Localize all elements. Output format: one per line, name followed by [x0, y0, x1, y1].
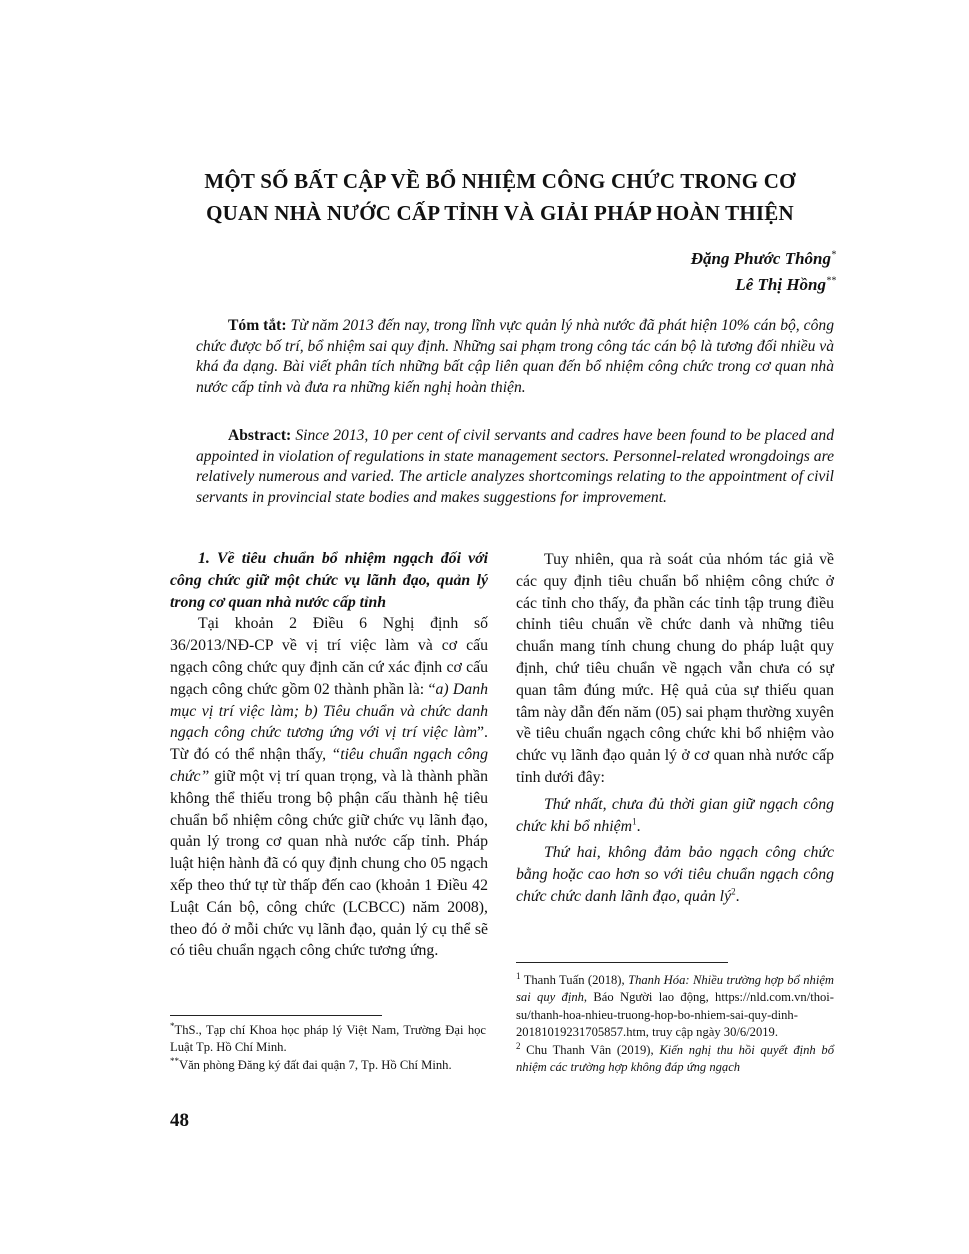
right-paragraph-3: Thứ hai, không đảm bảo ngạch công chức bằng hoặc cao hơn so với tiêu chuẩn ngạch công chức chức danh lãnh đạo, quản $lý^2$.: [516, 844, 834, 905]
footnotes-right: [516, 972, 834, 1076]
right-column: [516, 549, 834, 908]
title-line-2: QUAN NHÀ NƯỚC CẤP TỈNH VÀ GIẢI PHÁP HOÀN THIỆN: [206, 201, 794, 225]
right-paragraph-1: Tuy nhiên, qua rà soát của nhóm tác giả về các quy định tiêu chuẩn bổ nhiệm công chức ở các tỉnh cho thấy, đa phần các tỉnh tập trung điều chỉnh tiêu chuẩn về chức danh và những tiêu chuẩn mang tính chung chung do pháp luật quy định, chứ tiêu chuẩn về ngạch vẫn chưa có sự quan tâm đúng mức. Hệ quả của sự thiếu quan tâm này dẫn đến năm (05) sai phạm thường xuyên về tiêu chuẩn ngạch công chức khi bổ nhiệm vào chức vụ lãnh đạo quản lý ở cơ quan nhà nước cấp tỉnh dưới đây:: [516, 551, 834, 786]
abstract-en-text: Since 2013, 10 per cent of civil servants and cadres have been found to be placed and appointed in violation of regulations in state management sectors. Personnel-related wrongdoings are relatively numerous and varied. The article analyzes shortcomings relating to the appointment of civil servants in provincial state bodies and makes suggestions for improvement.: [196, 427, 834, 506]
abstract-vi-label: Tóm tắt:: [228, 317, 287, 334]
footnote-1: $^1$ Thanh Tuấn (2018), Thanh Hóa: Nhiều trường hợp bổ nhiệm sai quy định, Báo Người lao động, https://nld.com.vn/thoi-su/thanh-hoa-nhieu-truong-hop-bo-nhiem-sai-quy-dinh-20181019231705857.htm, truy cập ngày 30/6/2019.: [516, 970, 835, 1040]
left-paragraph-1: Tại khoản 2 Điều 6 Nghị định số 36/2013/NĐ-CP về vị trí việc làm và cơ cấu ngạch công chức quy định căn cứ xác định cơ cấu ngạch công chức gồm 02 thành phần là: “a) Danh mục vị trí việc làm; b) Tiêu chuẩn và chức danh ngạch công chức tương ứng với vị trí việc làm”. Từ đó có thể nhận thấy, “tiêu chuẩn ngạch công chức” giữ một vị trí quan trọng, và là thành phần không thể thiếu trong bộ phận cấu thành hệ tiêu chuẩn bổ nhiệm công chức giữ chức vụ lãnh đạo, quản lý trong cơ quan nhà nước cấp tỉnh. Pháp luật hiện hành đã có quy định chung cho 05 ngạch xếp theo thứ tự từ thấp đến cao (khoản 1 Điều 42 Luật Cán bộ, công chức (LCBCC) năm 2008), theo đó ở mỗi chức vụ lãnh đạo, quản lý cụ thể sẽ có tiêu chuẩn ngạch công chức tương ứng.: [170, 615, 488, 960]
footnote-author-1: *ThS., Tạp chí Khoa học pháp lý Việt Nam, Trường Đại học Luật Tp. Hồ Chí Minh.: [170, 1020, 486, 1055]
author-1: Đặng Phước Thông*: [690, 249, 836, 268]
article-title: [150, 165, 850, 229]
abstract-english: [196, 426, 834, 508]
footnote-2: $^2$ Chu Thanh Vân (2019), Kiến nghị thu hồi quyết định bổ nhiệm các trường hợp không đáp ứng ngạch: [516, 1040, 834, 1075]
page-number: 48: [170, 1110, 189, 1131]
right-paragraph-2: Thứ nhất, chưa đủ thời gian giữ ngạch công chức khi bổ nhiệm$^1$.: [516, 795, 834, 835]
left-column: [170, 548, 488, 962]
footnotes-left: [170, 1022, 486, 1074]
author-2: Lê Thị Hồng**: [735, 275, 836, 294]
section-heading: 1. Về tiêu chuẩn bổ nhiệm ngạch đối với công chức giữ một chức vụ lãnh đạo, quản lý trong cơ quan nhà nước cấp tỉnh: [170, 550, 488, 611]
footnote-ref-1[interactable]: 1: [632, 816, 637, 827]
title-line-1: MỘT SỐ BẤT CẬP VỀ BỔ NHIỆM CÔNG CHỨC TRONG CƠ: [204, 169, 796, 193]
abstract-vi-text: Từ năm 2013 đến nay, trong lĩnh vực quản lý nhà nước đã phát hiện 10% cán bộ, công chức được bố trí, bổ nhiệm sai quy định. Những sai phạm trong công tác cán bộ là tương đối nhiều và khá đa dạng. Bài viết phân tích những bất cập liên quan đến bổ nhiệm công chức trong cơ quan nhà nước cấp tỉnh và đưa ra những kiến nghị hoàn thiện.: [196, 317, 834, 396]
abstract-vietnamese: [196, 316, 834, 398]
footnote-divider-right: [516, 962, 728, 963]
footnote-divider-left: [170, 1015, 382, 1016]
abstract-en-label: Abstract:: [228, 427, 292, 444]
footnote-ref-2[interactable]: 2: [731, 886, 736, 897]
authors: [691, 246, 836, 298]
footnote-author-2: **Văn phòng Đăng ký đất đai quận 7, Tp. Hồ Chí Minh.: [170, 1055, 452, 1072]
